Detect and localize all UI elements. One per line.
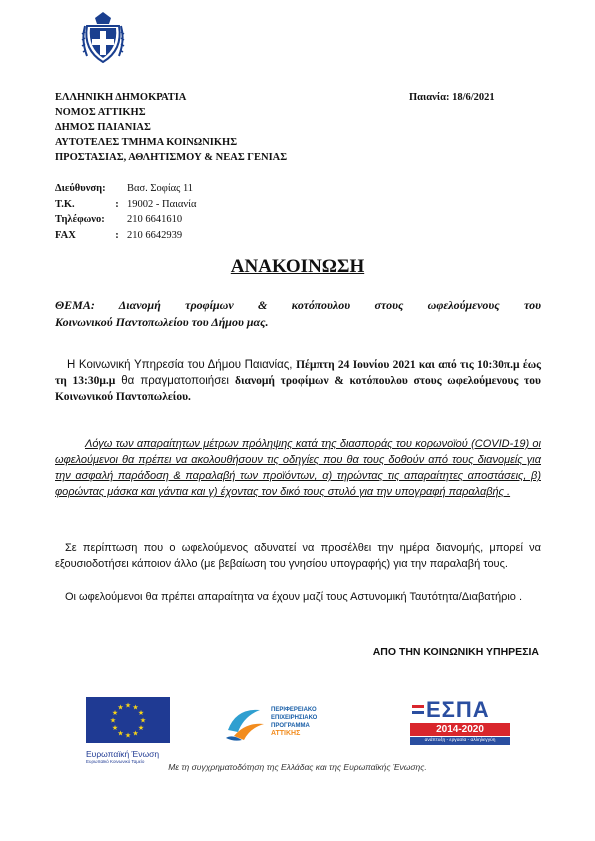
espa-title: ΕΣΠΑ (426, 697, 490, 722)
subject-line-1: ΘΕΜΑ: Διανομή τροφίμων & κοτόπουλου στους ωφελούμενους του (55, 298, 541, 312)
para1-datetime: Πέμπτη 24 Ιουνίου 2021 και από τις 10:30π.μ έως τη 13:30μ.μ (55, 359, 541, 387)
espa-stripe-icon (412, 711, 424, 714)
contact-block (55, 181, 196, 243)
subject-line-2: Κοινωνικού Παντοπωλείου του Δήμου μας. (55, 315, 269, 329)
eu-star-icon: ★ (132, 703, 139, 712)
contact-value: Βασ. Σοφίας 11 (127, 183, 194, 194)
contact-value: 210 6641610 (127, 214, 183, 225)
eu-flag-icon (86, 697, 170, 743)
document-date: Παιανία: 18/6/2021 (409, 92, 495, 103)
para1-distribution: διανομή τροφίμων & κοτόπουλου στους ωφελούμενους του Κοινωνικού Παντοπωλείου. (55, 375, 541, 403)
eu-star-icon: ★ (137, 709, 145, 717)
eu-label: Ευρωπαϊκή Ένωση (86, 749, 160, 759)
eu-star-icon: ★ (124, 731, 132, 740)
espa-tagline: ανάπτυξη - εργασία - αλληλεγγύη (410, 737, 510, 745)
eu-star-icon: ★ (109, 716, 117, 725)
contact-row: Τ.Κ. : 19002 - Παιανία (55, 197, 196, 213)
eu-star-icon: ★ (117, 703, 124, 712)
eu-sublabel: Ευρωπαϊκό Κοινωνικό Ταμείο (86, 759, 145, 764)
pep-label: ΕΠΙΧΕΙΡΗΣΙΑΚΟ (271, 715, 318, 721)
header-line: ΔΗΜΟΣ ΠΑΙΑΝΙΑΣ (55, 122, 151, 133)
eu-star-icon: ★ (111, 724, 119, 732)
contact-row (55, 212, 196, 228)
header-line: ΠΡΟΣΤΑΣΙΑΣ, ΑΘΛΗΤΙΣΜΟΥ & ΝΕΑΣ ΓΕΝΙΑΣ (55, 152, 288, 163)
contact-row: FAX : 210 6642939 (55, 228, 196, 244)
contact-row (55, 181, 196, 197)
eu-star-icon: ★ (124, 701, 132, 710)
eu-logo (86, 697, 170, 764)
eu-star-icon: ★ (117, 729, 124, 738)
pep-label: ΠΡΟΓΡΑΜΜΑ (271, 723, 310, 729)
espa-stripe-icon (412, 705, 424, 708)
subject (55, 297, 541, 331)
issuer-header (55, 90, 287, 165)
contact-value: 19002 - Παιανία (127, 198, 197, 210)
paragraph-announcement (55, 357, 541, 405)
pep-label: ΠΕΡΙΦΕΡΕΙΑΚΟ (271, 707, 317, 713)
header-line: ΑΥΤΟΤΕΛΕΣ ΤΜΗΜΑ ΚΟΙΝΩΝΙΚΗΣ (55, 137, 238, 148)
signature: ΑΠΟ ΤΗΝ ΚΟΙΝΩΝΙΚΗ ΥΠΗΡΕΣΙΑ (372, 646, 539, 658)
header-line: ΝΟΜΟΣ ΑΤΤΙΚΗΣ (55, 107, 146, 118)
para1-text: Η Κοινωνική Υπηρεσία του Δήμου Παιανίας, (67, 359, 297, 371)
paragraph-id-documents: Οι ωφελούμενοι θα πρέπει απαραίτητα να έχουν μαζί τους Αστυνομική Ταυτότητα/Διαβατήριο . (65, 591, 523, 603)
paragraph-authorization: Σε περίπτωση που ο ωφελούμενος αδυνατεί να προσέλθει την ημέρα διανομής, μπορεί να εξουσιοδοτήσει κάποιον άλλο (με βεβαίωση του γνησίου υπογραφής) για την παραλαβή τους. (55, 542, 541, 570)
pep-attica-logo (224, 700, 344, 750)
para1-text: θα πραγματοποιήσει (115, 375, 235, 387)
eu-star-icon: ★ (137, 724, 145, 732)
greek-coat-of-arms-icon (81, 10, 125, 66)
contact-key: Τηλέφωνο: (55, 214, 105, 225)
pep-label-attica: ΑΤΤΙΚΗΣ (271, 730, 301, 737)
espa-years: 2014-2020 (410, 723, 510, 736)
page-title: ΑΝΑΚΟΙΝΩΣΗ (230, 256, 365, 277)
eu-star-icon: ★ (132, 729, 139, 738)
eu-star-icon: ★ (139, 716, 147, 725)
contact-key: FAX (55, 229, 76, 241)
eu-star-icon: ★ (111, 709, 119, 717)
cofinance-note: Με τη συγχρηματοδότηση της Ελλάδας και της Ευρωπαϊκής Ένωσης. (168, 762, 427, 772)
contact-key: Διεύθυνση: (55, 183, 106, 194)
paragraph-covid-measures: Λόγω των απαραίτητων μέτρων πρόληψης κατά της διασποράς του κορωνοϊού (COVID-19) οι ωφελούμενοι θα πρέπει να ακολουθήσουν τις οδηγίες που θα τους δοθούν από τους διανομείς για την ασφαλή παράδοση & παραλαβή των προϊόντων, α) τηρώντας τις απαραίτητες αποστάσεις, β) φορώντας μάσκα και γάντια και γ) έχοντας τον δικό τους στυλό για την υπογραφή παραλαβής . (55, 438, 541, 498)
contact-key: Τ.Κ. (55, 198, 75, 210)
pep-swirl-icon (224, 704, 268, 744)
contact-value: 210 6642939 (127, 229, 183, 241)
header-line: ΕΛΛΗΝΙΚΗ ΔΗΜΟΚΡΑΤΙΑ (55, 92, 187, 103)
espa-logo (410, 697, 510, 747)
